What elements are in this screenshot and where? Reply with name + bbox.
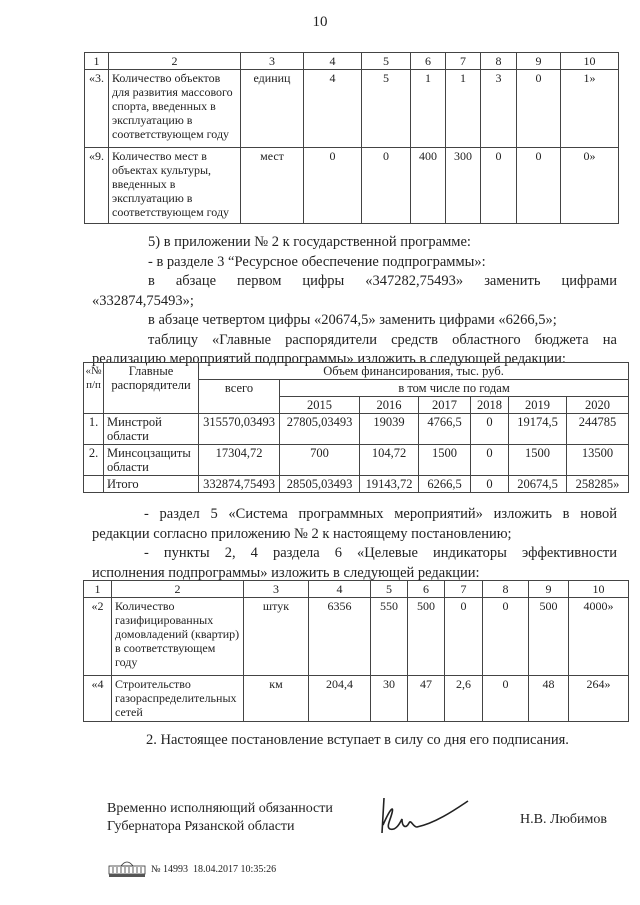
cell: 0: [445, 598, 483, 676]
cell: 1500: [509, 445, 567, 476]
amendment-text-1: [92, 233, 617, 370]
cell: 0: [471, 445, 509, 476]
header-cell: 8: [481, 53, 517, 70]
year-header: 2019: [509, 397, 567, 414]
table-header-row: [85, 53, 619, 70]
cell: 6266,5: [419, 476, 471, 493]
header-cell: 2: [112, 581, 244, 598]
cell: «9.: [85, 148, 109, 224]
header-cell: 4: [309, 581, 371, 598]
cell: 48: [529, 676, 569, 722]
cell: км: [244, 676, 309, 722]
page-number: 10: [312, 14, 328, 30]
cell: 2.: [84, 445, 104, 476]
cell: 0: [471, 414, 509, 445]
header-cell: Главные распорядители: [104, 363, 199, 414]
header-cell: в том числе по годам: [280, 380, 629, 397]
header-cell: 2: [109, 53, 241, 70]
paragraph: - раздел 5 «Система программных мероприятий» изложить в новой: [144, 506, 617, 522]
table-row: [84, 598, 629, 676]
table-row: [84, 445, 629, 476]
cell: 0»: [561, 148, 619, 224]
cell: 20674,5: [509, 476, 567, 493]
cell: 0: [483, 598, 529, 676]
cell: 1.: [84, 414, 104, 445]
cell: 550: [371, 598, 408, 676]
cell: 104,72: [360, 445, 419, 476]
cell: штук: [244, 598, 309, 676]
cell: 13500: [567, 445, 629, 476]
cell: 0: [517, 70, 561, 148]
cell: 1500: [419, 445, 471, 476]
paragraph: - пункты 2, 4 раздела 6 «Целевые индикаторы эффективности: [144, 545, 617, 561]
header-cell: 10: [561, 53, 619, 70]
year-header: 2020: [567, 397, 629, 414]
paragraph: исполнения подпрограммы» изложить в следующей редакции:: [92, 564, 480, 581]
cell: 19039: [360, 414, 419, 445]
cell: Количество газифицированных домовладений (квартир) в соответствующем году: [112, 598, 244, 676]
cell: [84, 476, 104, 493]
cell: Итого: [104, 476, 199, 493]
registration-datetime: 18.04.2017 10:35:26: [193, 864, 277, 875]
header-cell: 8: [483, 581, 529, 598]
position-line: Губернатора Рязанской области: [107, 819, 295, 834]
cell: «4: [84, 676, 112, 722]
funding-table: [83, 362, 629, 493]
cell: 500: [529, 598, 569, 676]
registration-number: № 14993: [151, 864, 189, 875]
cell: 4766,5: [419, 414, 471, 445]
cell: мест: [241, 148, 304, 224]
table-header-row: [84, 581, 629, 598]
amendment-text-2: [92, 505, 617, 583]
year-header: 2015: [280, 397, 360, 414]
cell: 332874,75493: [199, 476, 280, 493]
paragraph: «332874,75493»;: [92, 292, 194, 309]
cell: 258285»: [567, 476, 629, 493]
paragraph: - в разделе 3 “Ресурсное обеспечение подпрограммы»:: [148, 253, 486, 270]
header-cell: 4: [304, 53, 362, 70]
signatory-position: [107, 800, 333, 836]
cell: 6356: [309, 598, 371, 676]
effective-date-text: 2. Настоящее постановление вступает в силу со дня его подписания.: [146, 732, 569, 748]
cell: 1: [446, 70, 481, 148]
cell: 264»: [569, 676, 629, 722]
cell: 17304,72: [199, 445, 280, 476]
cell: Количество объектов для развития массового спорта, введенных в эксплуатацию в соответствующем году: [109, 70, 241, 148]
cell: 300: [446, 148, 481, 224]
cell: единиц: [241, 70, 304, 148]
year-header: 2016: [360, 397, 419, 414]
header-cell: 6: [408, 581, 445, 598]
cell: 0: [483, 676, 529, 722]
header-cell: 3: [241, 53, 304, 70]
cell: Минстрой области: [104, 414, 199, 445]
cell: Строительство газораспределительных сетей: [112, 676, 244, 722]
year-header: 2018: [471, 397, 509, 414]
cell: «3.: [85, 70, 109, 148]
cell: «2: [84, 598, 112, 676]
cell: 3: [481, 70, 517, 148]
paragraph: в абзаце четвертом цифры «20674,5» заменить цифрами «6266,5»;: [148, 312, 557, 328]
cell: 0: [517, 148, 561, 224]
table-row: [85, 70, 619, 148]
cell: 0: [481, 148, 517, 224]
paragraph: редакции согласно приложению № 2 к настоящему постановлению;: [92, 525, 512, 542]
header-cell: 5: [371, 581, 408, 598]
cell: 700: [280, 445, 360, 476]
handwritten-signature: [376, 795, 471, 840]
cell: 244785: [567, 414, 629, 445]
header-cell: «№ п/п: [84, 363, 104, 414]
header-cell: 9: [529, 581, 569, 598]
registration-stamp: [151, 864, 276, 875]
cell: 19174,5: [509, 414, 567, 445]
header-cell: 1: [84, 581, 112, 598]
cell: 500: [408, 598, 445, 676]
header-cell: 5: [362, 53, 411, 70]
cell: 30: [371, 676, 408, 722]
cell: 27805,03493: [280, 414, 360, 445]
table-row: [85, 148, 619, 224]
header-cell: 7: [446, 53, 481, 70]
table-row: [84, 676, 629, 722]
cell: 1: [411, 70, 446, 148]
year-header: 2017: [419, 397, 471, 414]
cell: 19143,72: [360, 476, 419, 493]
cell: 28505,03493: [280, 476, 360, 493]
indicators-table-2: [83, 580, 629, 722]
header-cell: 7: [445, 581, 483, 598]
cell: 5: [362, 70, 411, 148]
indicators-table-1: [84, 52, 619, 224]
header-cell: 3: [244, 581, 309, 598]
cell: 315570,03493: [199, 414, 280, 445]
header-cell: всего: [199, 380, 280, 414]
cell: 1»: [561, 70, 619, 148]
paragraph: 5) в приложении № 2 к государственной программе:: [148, 234, 471, 250]
cell: 204,4: [309, 676, 371, 722]
table-row: [84, 414, 629, 445]
paragraph: в абзаце первом цифры «347282,75493» заменить цифрами: [148, 273, 617, 289]
cell: 4000»: [569, 598, 629, 676]
paragraph: реализацию мероприятий подпрограммы» изложить в следующей редакции:: [92, 351, 566, 367]
cell: 47: [408, 676, 445, 722]
cell: 400: [411, 148, 446, 224]
paragraph: таблицу «Главные распорядители средств областного бюджета на: [148, 331, 617, 348]
table-row-total: [84, 476, 629, 493]
signatory-name: Н.В. Любимов: [520, 812, 607, 827]
cell: 2,6: [445, 676, 483, 722]
cell: 4: [304, 70, 362, 148]
header-cell: Объем финансирования, тыс. руб.: [199, 363, 629, 380]
header-cell: 1: [85, 53, 109, 70]
header-cell: 6: [411, 53, 446, 70]
cell: 0: [362, 148, 411, 224]
cell: Количество мест в объектах культуры, введенных в эксплуатацию в соответствующем году: [109, 148, 241, 224]
cell: 0: [304, 148, 362, 224]
header-cell: 10: [569, 581, 629, 598]
cell: Минсоцзащиты области: [104, 445, 199, 476]
header-cell: 9: [517, 53, 561, 70]
government-building-logo: [107, 858, 147, 878]
cell: 0: [471, 476, 509, 493]
position-line: Временно исполняющий обязанности: [107, 801, 333, 816]
